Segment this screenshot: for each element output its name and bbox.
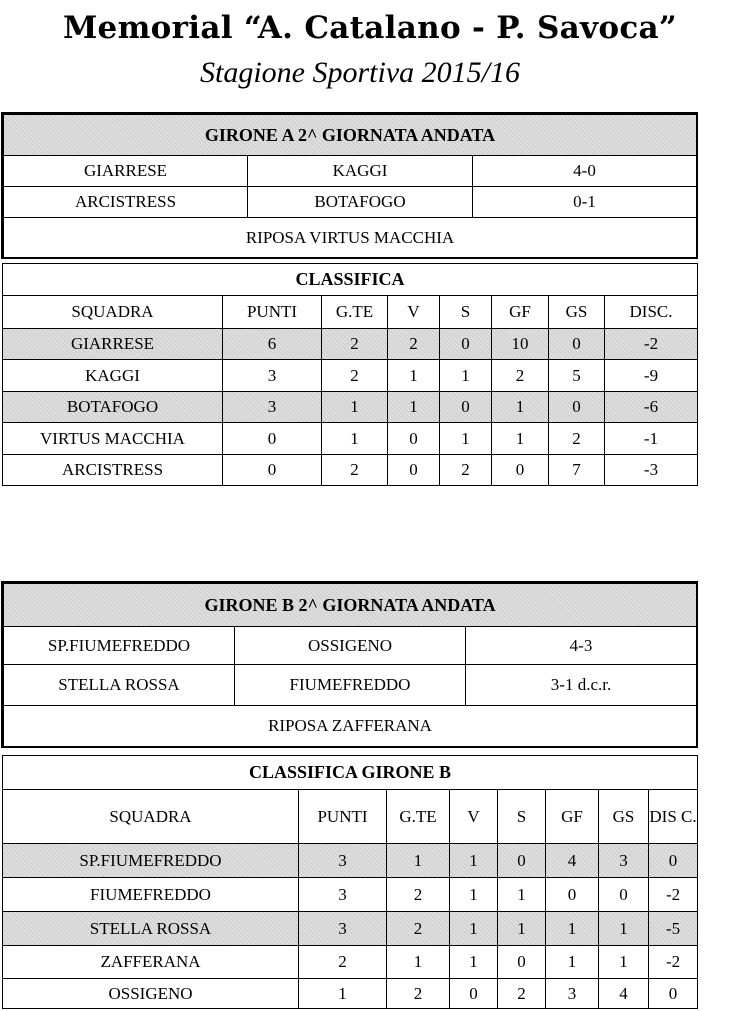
table-cell: 4	[546, 844, 599, 878]
table-cell: -1	[605, 423, 698, 455]
team-name: ARCISTRESS	[3, 455, 223, 486]
table-cell: 2	[299, 946, 387, 979]
table-cell: 1	[492, 423, 549, 455]
table-cell: 5	[549, 360, 605, 392]
table-cell: 3	[299, 844, 387, 878]
column-header: GS	[599, 790, 649, 844]
column-header: V	[450, 790, 498, 844]
table-cell: 1	[450, 912, 498, 946]
girone-a-results-table	[3, 114, 697, 258]
classifica-b-header-row	[3, 790, 698, 844]
classifica-b-title: CLASSIFICA GIRONE B	[3, 756, 698, 790]
table-cell: 2	[388, 329, 440, 360]
table-cell: 2	[387, 912, 450, 946]
table-cell: 1	[322, 392, 388, 423]
table-cell: 0	[549, 329, 605, 360]
classifica-a-table	[2, 263, 698, 486]
column-header: SQUADRA	[3, 296, 223, 329]
match-score: 4-3	[466, 627, 697, 665]
table-cell: 1	[498, 878, 546, 912]
table-cell: -2	[605, 329, 698, 360]
team-name: ZAFFERANA	[3, 946, 299, 979]
column-header: DIS C.	[649, 790, 698, 844]
table-cell: 1	[498, 912, 546, 946]
table-row	[3, 844, 698, 878]
table-cell: 1	[450, 946, 498, 979]
table-cell: 1	[387, 844, 450, 878]
page-title: Memorial “A. Catalano - P. Savoca”	[62, 10, 678, 46]
table-cell: 0	[388, 423, 440, 455]
table-cell: 2	[322, 360, 388, 392]
column-header: GS	[549, 296, 605, 329]
team-name: SP.FIUMEFREDDO	[3, 844, 299, 878]
team-name: BOTAFOGO	[3, 392, 223, 423]
match-away-team: OSSIGENO	[235, 627, 466, 665]
table-cell: 0	[498, 946, 546, 979]
table-row	[3, 912, 698, 946]
team-name: OSSIGENO	[3, 979, 299, 1009]
table-cell: 3	[546, 979, 599, 1009]
classifica-a-title: CLASSIFICA	[3, 264, 698, 296]
table-cell: 2	[322, 329, 388, 360]
table-cell: 10	[492, 329, 549, 360]
table-cell: 1	[440, 423, 492, 455]
table-cell: -5	[649, 912, 698, 946]
team-name: GIARRESE	[3, 329, 223, 360]
table-row	[3, 360, 698, 392]
match-score: 3-1 d.c.r.	[466, 665, 697, 706]
table-cell: 2	[492, 360, 549, 392]
match-row	[4, 665, 697, 706]
table-cell: 0	[649, 844, 698, 878]
table-cell: 0	[440, 329, 492, 360]
table-cell: 1	[492, 392, 549, 423]
girone-b-title: GIRONE B 2^ GIORNATA ANDATA	[4, 584, 697, 627]
table-cell: 0	[223, 455, 322, 486]
match-score: 4-0	[473, 156, 697, 187]
table-cell: 0	[599, 878, 649, 912]
table-cell: 0	[498, 844, 546, 878]
match-away-team: KAGGI	[248, 156, 473, 187]
table-row	[3, 392, 698, 423]
girone-b-results-table	[3, 583, 697, 747]
column-header: PUNTI	[223, 296, 322, 329]
table-cell: 3	[223, 360, 322, 392]
table-cell: 0	[388, 455, 440, 486]
table-cell: 3	[223, 392, 322, 423]
page-subtitle: Stagione Sportiva 2015/16	[200, 56, 520, 89]
column-header: GF	[546, 790, 599, 844]
column-header: S	[440, 296, 492, 329]
table-cell: 0	[450, 979, 498, 1009]
column-header: SQUADRA	[3, 790, 299, 844]
team-name: VIRTUS MACCHIA	[3, 423, 223, 455]
table-cell: 2	[549, 423, 605, 455]
table-cell: 2	[498, 979, 546, 1009]
match-away-team: FIUMEFREDDO	[235, 665, 466, 706]
table-row	[3, 979, 698, 1009]
table-cell: 1	[388, 392, 440, 423]
table-cell: 6	[223, 329, 322, 360]
table-cell: 1	[450, 844, 498, 878]
table-cell: 1	[322, 423, 388, 455]
team-name: FIUMEFREDDO	[3, 878, 299, 912]
table-cell: -9	[605, 360, 698, 392]
table-cell: -2	[649, 946, 698, 979]
classifica-b-table	[2, 755, 698, 1009]
table-cell: 4	[599, 979, 649, 1009]
match-home-team: STELLA ROSSA	[4, 665, 235, 706]
table-row	[3, 455, 698, 486]
match-home-team: SP.FIUMEFREDDO	[4, 627, 235, 665]
table-cell: 0	[649, 979, 698, 1009]
match-home-team: ARCISTRESS	[4, 187, 248, 218]
table-cell: 2	[387, 979, 450, 1009]
table-cell: 2	[440, 455, 492, 486]
table-cell: 0	[440, 392, 492, 423]
table-cell: 1	[546, 912, 599, 946]
match-away-team: BOTAFOGO	[248, 187, 473, 218]
table-cell: 3	[299, 878, 387, 912]
table-row	[3, 946, 698, 979]
team-name: STELLA ROSSA	[3, 912, 299, 946]
table-cell: 1	[546, 946, 599, 979]
match-row	[4, 187, 697, 218]
table-cell: 1	[387, 946, 450, 979]
table-cell: 1	[299, 979, 387, 1009]
match-home-team: GIARRESE	[4, 156, 248, 187]
table-cell: 0	[549, 392, 605, 423]
column-header: GF	[492, 296, 549, 329]
column-header: DISC.	[605, 296, 698, 329]
match-row	[4, 627, 697, 665]
table-cell: 2	[387, 878, 450, 912]
table-cell: 2	[322, 455, 388, 486]
table-cell: 1	[450, 878, 498, 912]
table-cell: -6	[605, 392, 698, 423]
column-header: G.TE	[387, 790, 450, 844]
table-cell: 0	[223, 423, 322, 455]
table-cell: 3	[299, 912, 387, 946]
match-row	[4, 156, 697, 187]
table-cell: 0	[546, 878, 599, 912]
table-cell: 1	[388, 360, 440, 392]
classifica-a-header-row	[3, 296, 698, 329]
column-header: S	[498, 790, 546, 844]
table-cell: 1	[599, 946, 649, 979]
match-score: 0-1	[473, 187, 697, 218]
table-row	[3, 878, 698, 912]
table-cell: 7	[549, 455, 605, 486]
team-name: KAGGI	[3, 360, 223, 392]
table-cell: -3	[605, 455, 698, 486]
girone-b-rest: RIPOSA ZAFFERANA	[4, 706, 697, 747]
table-cell: 1	[440, 360, 492, 392]
table-row	[3, 423, 698, 455]
column-header: PUNTI	[299, 790, 387, 844]
column-header: V	[388, 296, 440, 329]
girone-a-title: GIRONE A 2^ GIORNATA ANDATA	[4, 115, 697, 156]
table-cell: 1	[599, 912, 649, 946]
column-header: G.TE	[322, 296, 388, 329]
table-cell: -2	[649, 878, 698, 912]
table-cell: 3	[599, 844, 649, 878]
girone-a-rest: RIPOSA VIRTUS MACCHIA	[4, 218, 697, 258]
table-cell: 0	[492, 455, 549, 486]
table-row	[3, 329, 698, 360]
